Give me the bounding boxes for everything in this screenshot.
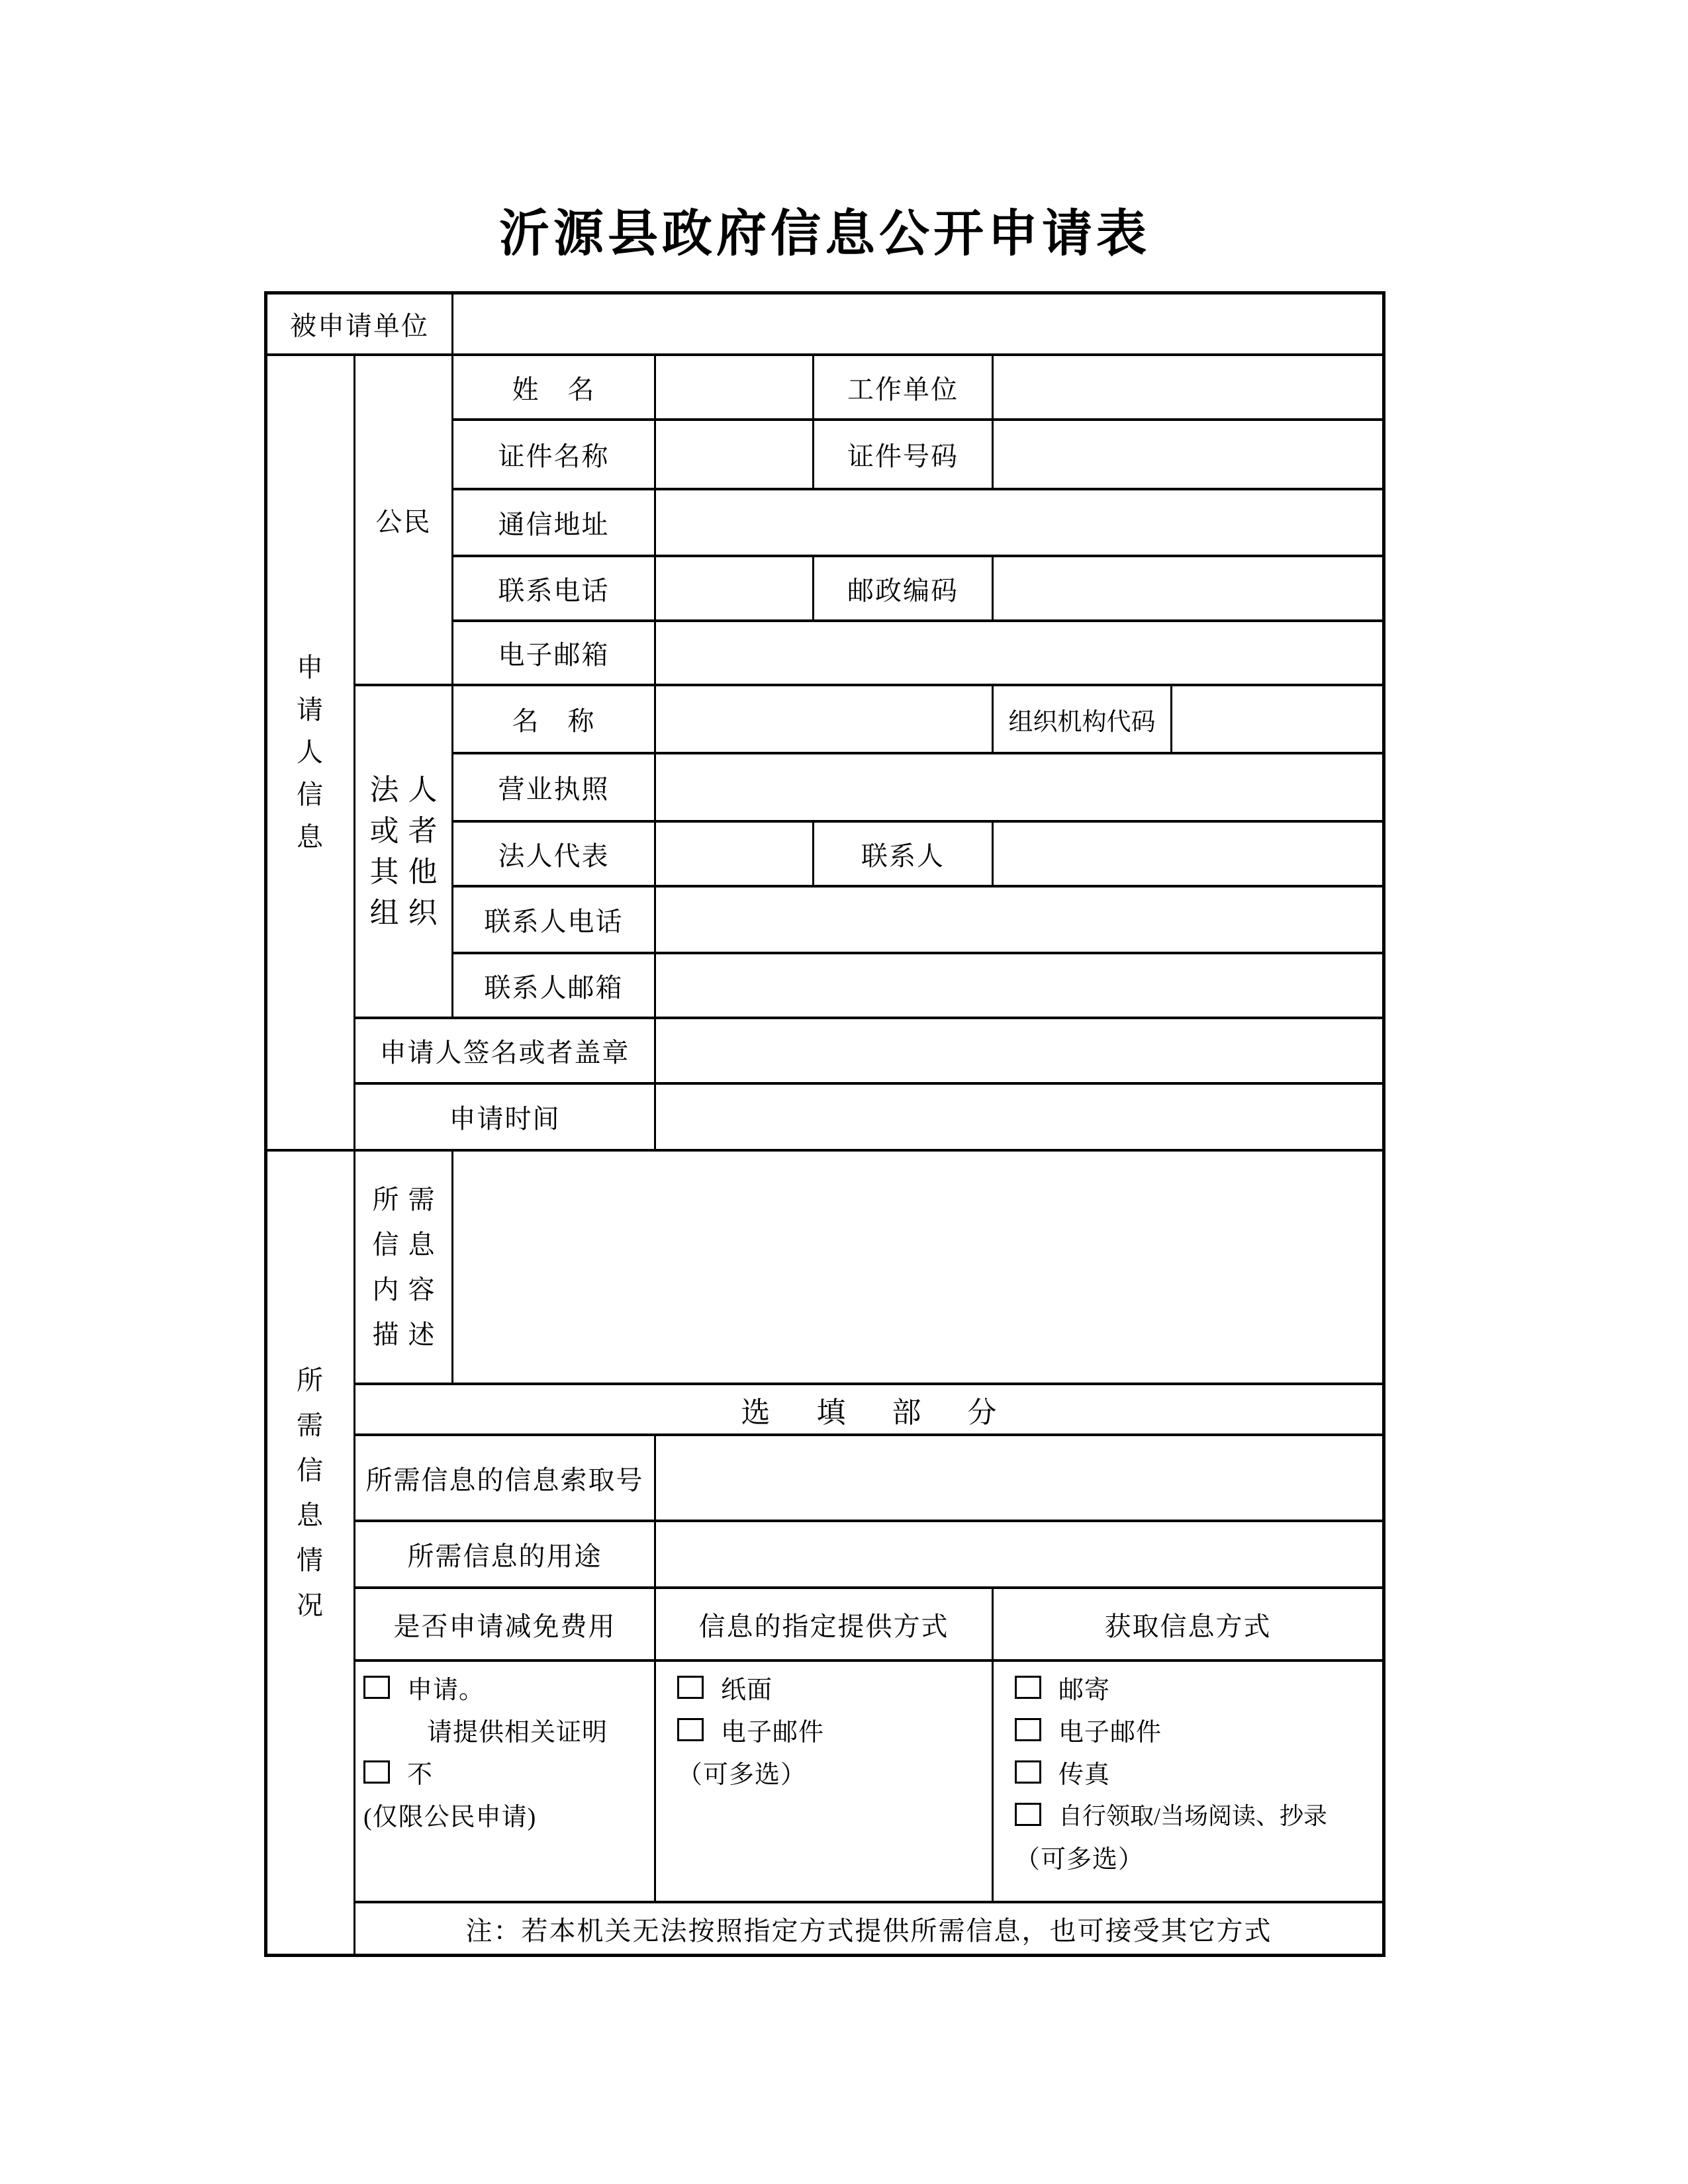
request-section-label: 所 需 信 息 情 况 (267, 1152, 355, 1954)
fee-reduction-header: 是否申请减免费用 (355, 1589, 656, 1662)
delivery-method-options (656, 1662, 994, 1903)
purpose-label: 所需信息的用途 (355, 1522, 656, 1589)
citizen-group-label: 公民 (355, 356, 453, 686)
citizen-name-label: 姓 名 (453, 356, 656, 421)
citizen-name-value-cell (656, 356, 814, 421)
postal-code-value-cell (994, 557, 1382, 622)
org-code-label: 组织机构代码 (994, 686, 1172, 754)
obtain-method-options (994, 1662, 1382, 1903)
email-label: 电子邮箱 (453, 622, 656, 686)
obtain-method-header: 获取信息方式 (994, 1589, 1382, 1662)
description-value-cell (453, 1152, 1382, 1385)
obtain-fax-option: 传真 (994, 1751, 1382, 1793)
org-name-value-cell (656, 686, 994, 754)
index-number-value-cell (656, 1436, 1382, 1522)
checkbox-icon (1015, 1718, 1041, 1741)
obtain-email-option: 电子邮件 (994, 1708, 1382, 1751)
applied-unit-label: 被申请单位 (267, 295, 453, 356)
org-contact-email-label: 联系人邮箱 (453, 954, 656, 1019)
org-contact-email-value-cell (656, 954, 1382, 1019)
checkbox-icon (1015, 1760, 1041, 1784)
checkbox-icon (363, 1676, 390, 1699)
cert-name-value-cell (656, 421, 814, 490)
signature-value-cell (656, 1019, 1382, 1085)
checkbox-icon (1015, 1676, 1041, 1699)
delivery-multi-note: （可多选） (677, 1760, 807, 1789)
fee-reduction-options (355, 1662, 656, 1903)
org-contact-phone-label: 联系人电话 (453, 887, 656, 954)
fee-restriction-note: (仅限公民申请) (363, 1803, 537, 1831)
contact-person-label: 联系人 (814, 823, 994, 887)
fee-no-option: 不 (355, 1751, 654, 1793)
fee-apply-option: 申请。 (355, 1666, 654, 1708)
org-group-label: 法人 或者 其他 组织 (355, 686, 453, 1019)
mailing-address-value-cell (656, 490, 1382, 557)
footnote: 注：若本机关无法按照指定方式提供所需信息，也可接受其它方式 (465, 1915, 1272, 1946)
page-title: 沂源县政府信息公开申请表 (499, 206, 1150, 262)
applicant-section-label: 申 请 人 信 息 (267, 356, 355, 1152)
contact-phone-value-cell (656, 557, 814, 622)
org-contact-phone-value-cell (656, 887, 1382, 954)
checkbox-icon (677, 1676, 704, 1699)
checkbox-icon (363, 1760, 390, 1784)
cert-number-label: 证件号码 (814, 421, 994, 490)
contact-person-value-cell (994, 823, 1382, 887)
work-unit-label: 工作单位 (814, 356, 994, 421)
cert-name-label: 证件名称 (453, 421, 656, 490)
apply-time-value-cell (656, 1085, 1382, 1152)
checkbox-icon (677, 1718, 704, 1741)
postal-code-label: 邮政编码 (814, 557, 994, 622)
mailing-address-label: 通信地址 (453, 490, 656, 557)
delivery-method-header: 信息的指定提供方式 (656, 1589, 994, 1662)
legal-rep-value-cell (656, 823, 814, 887)
purpose-value-cell (656, 1522, 1382, 1589)
application-form-table (264, 291, 1385, 1957)
contact-phone-label: 联系电话 (453, 557, 656, 622)
delivery-paper-option: 纸面 (656, 1666, 992, 1708)
org-code-value-cell (1172, 686, 1382, 754)
applied-unit-value-cell (453, 295, 1382, 356)
delivery-email-option: 电子邮件 (656, 1708, 992, 1751)
obtain-multi-note: （可多选） (1015, 1845, 1145, 1874)
legal-rep-label: 法人代表 (453, 823, 656, 887)
obtain-self-pickup-option: 自行领取/当场阅读、抄录 (994, 1793, 1382, 1835)
checkbox-icon (1015, 1803, 1041, 1826)
index-number-label: 所需信息的信息索取号 (355, 1436, 656, 1522)
org-name-label: 名 称 (453, 686, 656, 754)
signature-label: 申请人签名或者盖章 (355, 1019, 656, 1085)
business-license-label: 营业执照 (453, 754, 656, 823)
optional-part-header: 选填部分 (355, 1385, 1382, 1436)
apply-time-label: 申请时间 (355, 1085, 656, 1152)
business-license-value-cell (656, 754, 1382, 823)
description-label: 所需 信息 内容 描述 (355, 1152, 453, 1385)
obtain-mail-option: 邮寄 (994, 1666, 1382, 1708)
email-value-cell (656, 622, 1382, 686)
fee-apply-note: 请提供相关证明 (427, 1718, 608, 1747)
work-unit-value-cell (994, 356, 1382, 421)
cert-number-value-cell (994, 421, 1382, 490)
